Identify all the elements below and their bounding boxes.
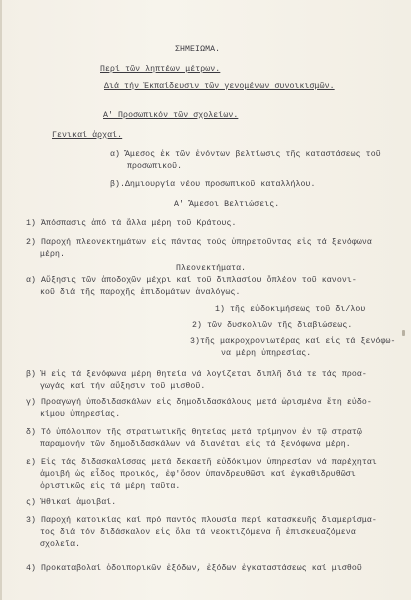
point-alpha: α) Αὔξησις τῶν ἀποδοχῶν μέχρι καί τοῦ διπλασίου ὅπλέον τοῦ κανονι- [26,276,357,285]
document-title: ΣΗΜΕΙΩΜΑ. [175,45,221,54]
point-gamma: γ) Προαγωγή ὑποδιδασκάλων εἰς δημοδιδασκάλους μετά ὡρισμένα ἔτη εὐδο- [26,398,372,407]
point-epsilon: ε) Εἰς τάς διδασκαλίσσας μετά δεκαετῆ εὐδόκιμον ὑπηρεσίαν νά παρέχηται [26,458,377,467]
criterion-3-cont: να μέρη ὑπηρεσίας. [221,349,312,358]
subtitle-measures: Περί τῶν ληπτέων μέτρων. [100,65,221,74]
criterion-3: 3)τῆς μακροχρονιωτέρας καί εἰς τά ξενόφω- [190,337,396,346]
point-1: 1) Ἀπόσπασις ἀπό τά ἄλλα μέρη τοῦ Κράτους. [26,219,237,228]
point-3-cont: τος διά τόν διδάσκαλον εἰς ὅλα τά νεοκτιζόμενα ἤ ἐπισκευαζόμενα [40,528,356,537]
immediate-improvements: Α' Ἄμεσοι Βελτιώσεις. [174,200,280,209]
point-epsilon-cont2: ὁριστικῶς εἰς τά μέρη ταῦτα. [40,482,181,491]
item-a-cont: προσωπικοῦ. [127,162,183,171]
item-b: β).Δημιουργία νέου προσωπικοῦ καταλλήλου. [110,180,316,189]
point-beta: β) Ἡ εἰς τά ξενόφωνα μέρη θητεία νά λογίζεται διπλῆ διά τε τάς προα- [26,370,367,379]
point-2-cont: μέρη. [40,250,66,259]
point-stigma: ς) Ἠθικαί ἀμοιβαί. [26,498,117,507]
item-a: α) Ἄμεσος ἐκ τῶν ἐνόντων βελτίωσις τῆς καταστάσεως τοῦ [110,150,381,159]
point-beta-cont: γωγάς καί τήν αὔξησιν τοῦ μισθοῦ. [40,382,206,391]
general-principles: Γενικαί ἀρχαί. [52,131,123,140]
criterion-2: 2) τῶν δυσκολιῶν τῆς διαβιώσεως. [192,321,353,330]
page-fold-mark [402,330,405,336]
section-a-heading: Α' Προσωπικόν τῶν σχολείων. [103,111,239,120]
criterion-1: 1) τῆς εὐδοκιμήσεως τοῦ δι/λου [215,305,366,314]
advantages-heading: Πλεονεκτήματα. [176,264,247,273]
point-3-cont2: σχολεῖα. [40,540,81,549]
point-gamma-cont: κίμου ὑπηρεσίας. [40,410,121,419]
point-delta: δ) Τό ὑπόλοιπον τῆς στρατιωτικῆς θητείας μετά τρίμηνον ἐν τῷ στρατῷ [26,428,362,437]
point-2: 2) Παροχή πλεονεκτημάτων εἰς πάντας τούς ὑπηρετοῦντας εἰς τά ξενόφωνα [26,238,372,247]
page-edge [0,0,2,600]
subtitle-education: Διά τήν Ἐκπαίδευσιν τῶν γενομένων συνοικισμῶν. [104,82,335,91]
point-alpha-cont: κοῦ διά τῆς παροχῆς ἐπιδομάτων ἀναλόγως. [40,288,241,297]
point-epsilon-cont: ἀμοιβή ὡς εἶδος προικός, ἐφ'ὅσον ὑπανδρευθῶσι καί ἐγκαθιδρυθῶσι [40,470,356,479]
point-delta-cont: παραμονήν τῶν δημοδιδασκάλων νά διανέται εἰς τά ξενόφωνα μέρη. [40,440,351,449]
point-3: 3) Παροχή κατοικίας καί πρό παντός πλουσία περί κατασκευῆς διαμερίσμα- [26,516,377,525]
point-4: 4) Προκαταβολαί ὁδοιπορικῶν ἐξόδων, ἐξόδων ἐγκαταστάσεως καί μισθοῦ [26,564,362,573]
